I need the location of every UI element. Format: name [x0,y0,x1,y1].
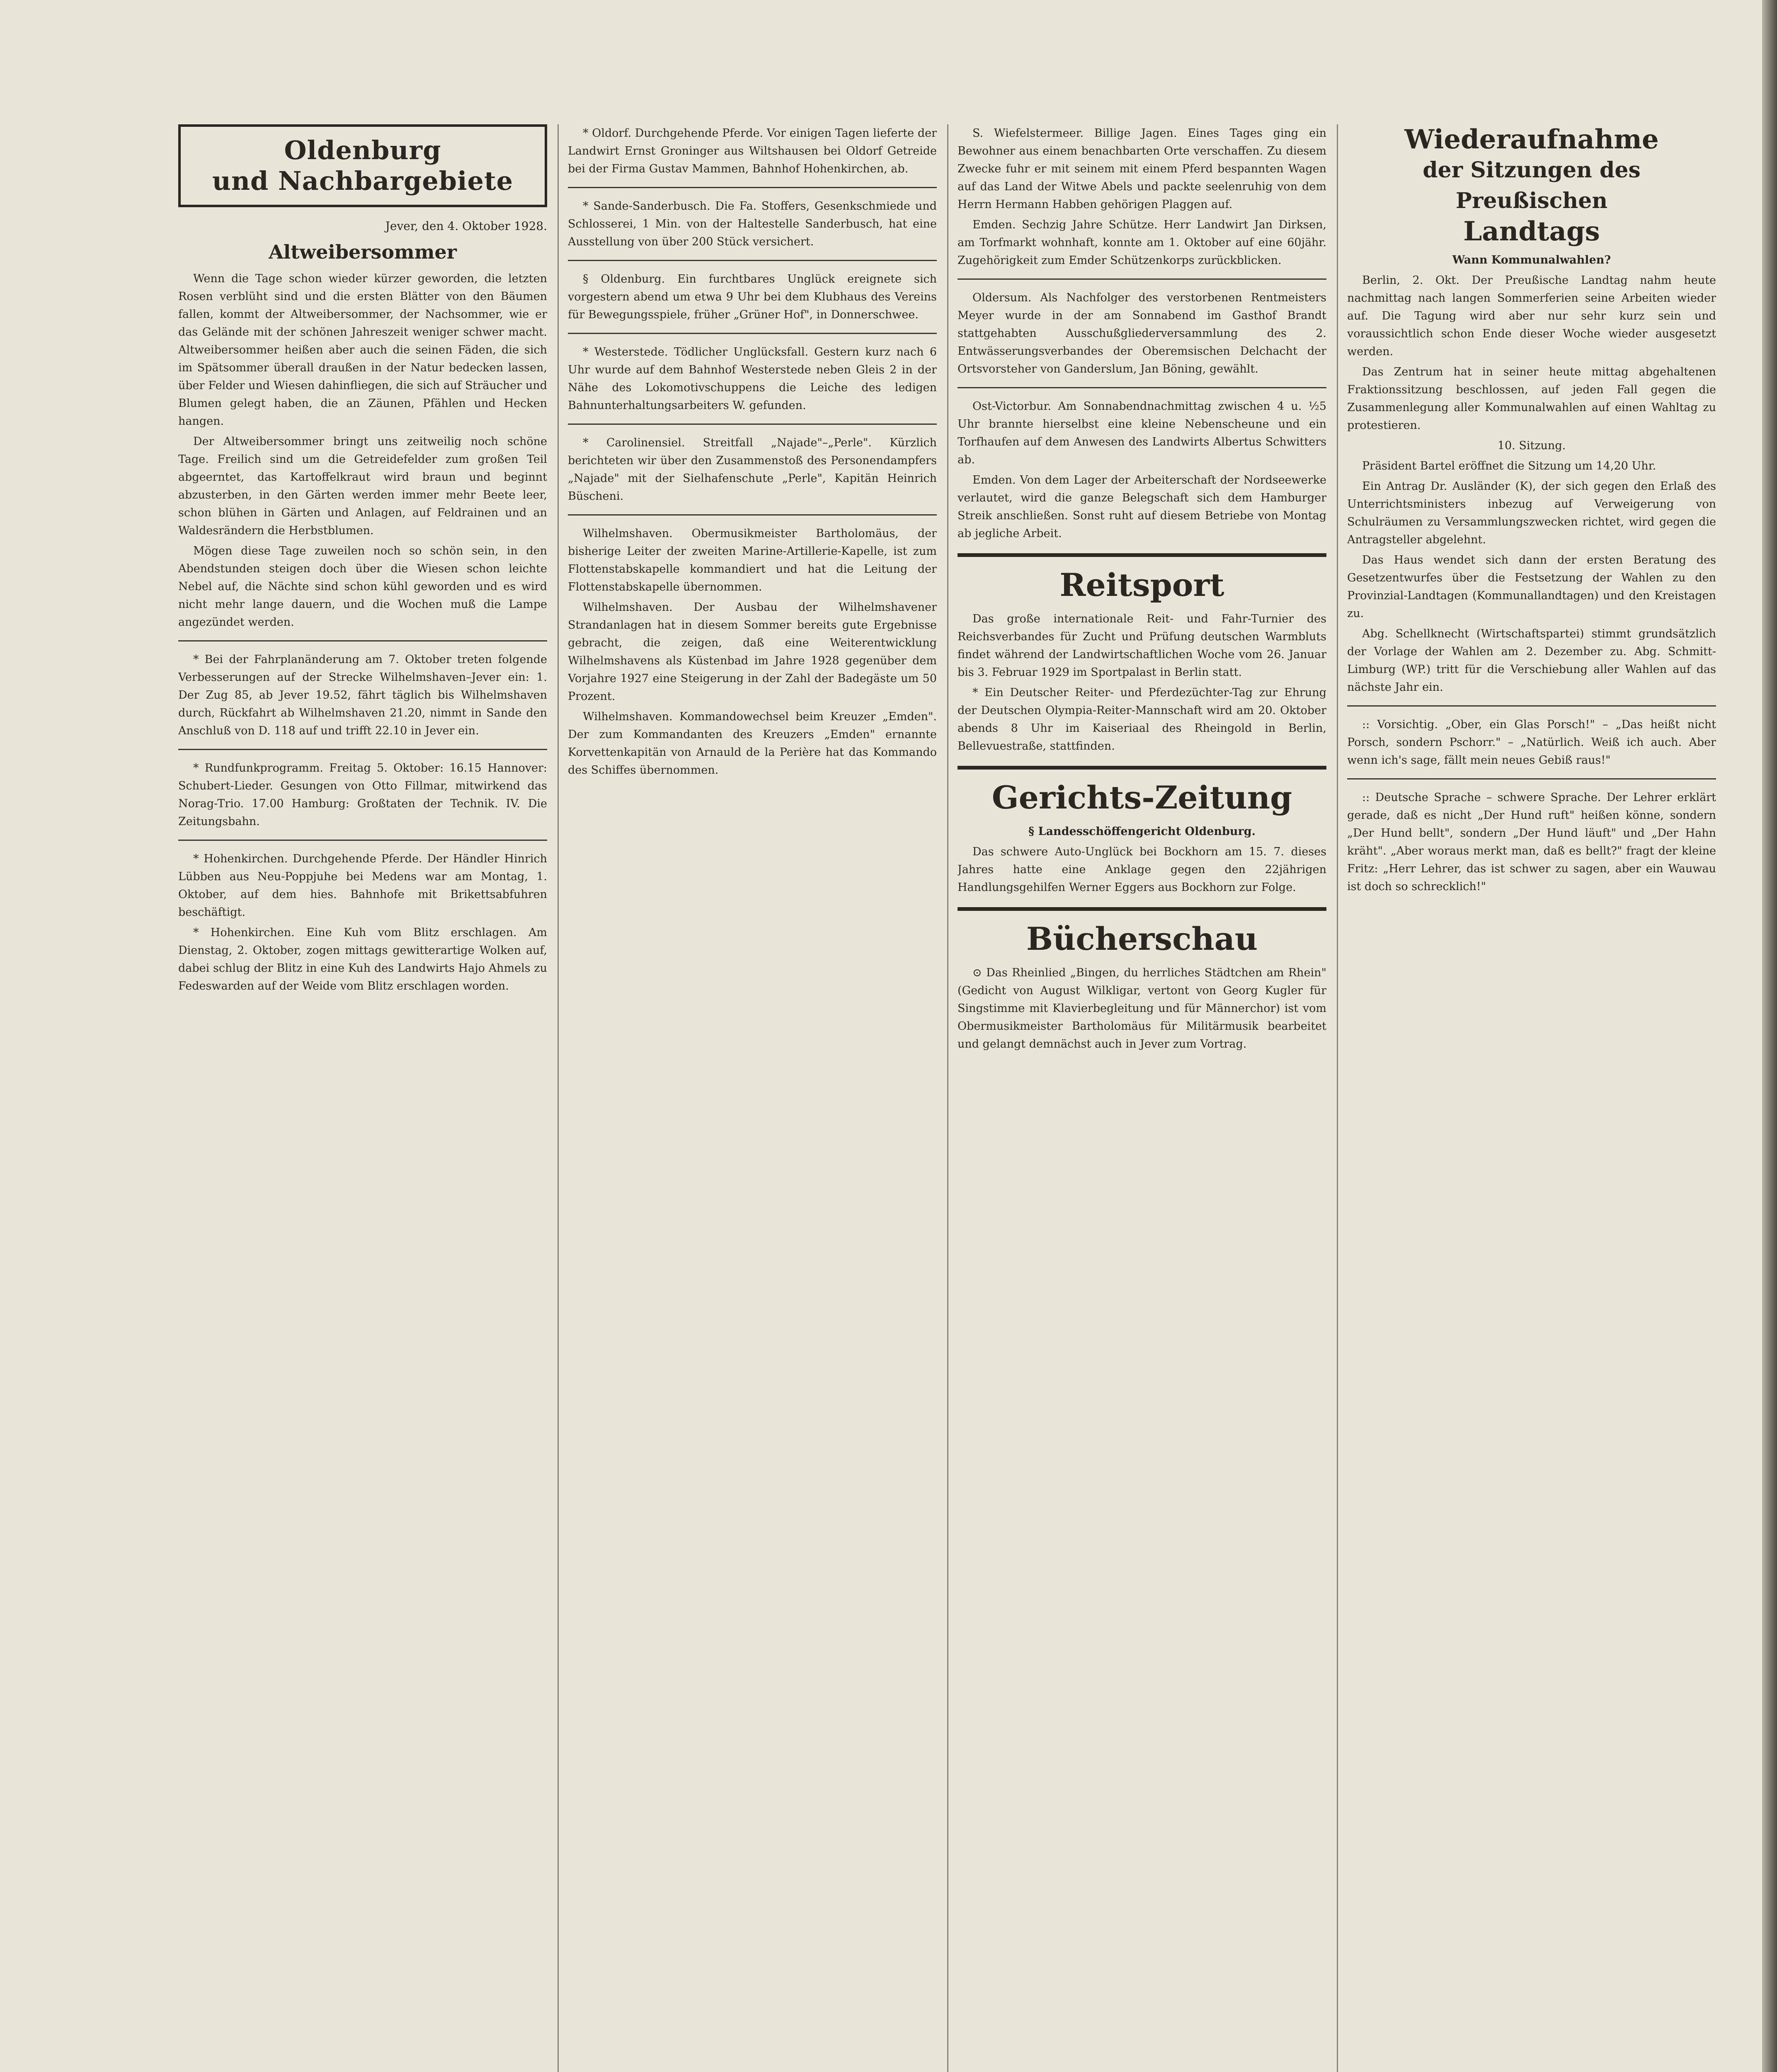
column-3 [958,124,1326,2072]
article-paragraph: Mögen diese Tage zuweilen noch so schön sein, in den Abendstunden steigen doch über die Wiesen schon leichte Nebel auf, die Nächte sind schon kühl geworden und es wird nicht mehr lange dauern, und die Wochen muß die Lampe angezündet werden. [178,545,547,629]
article-paragraph: Wilhelmshaven. Obermusikmeister Bartholomäus, der bisherige Leiter der zweiten Marine-Artillerie-Kapelle, ist zum Flottenstabskapelle kommandiert und hat die Leitung der Flottenstabskapelle übernommen. [568,527,937,593]
article-paragraph: Das große internationale Reit- und Fahr-Turnier des Reichsverbandes für Zucht und Prüfung deutschen Warmbluts findet während der Landwirtschaftlichen Woche vom 26. Januar bis 3. Februar 1929 im Sportpalast in Berlin statt. [958,612,1326,679]
section-title-line: Oldenburg [284,135,441,165]
column-4 [1347,124,1716,2072]
divider [568,333,937,334]
column-2 [568,124,937,2072]
section-title-line: und Nachbargebiete [212,166,514,196]
article-paragraph: Oldersum. Als Nachfolger des verstorbenen Rentmeisters Meyer wurde in der am Sonnabend im Gasthof Brandt stattgehabten Ausschußgliederversammlung des 2. Entwässerungsverbandes der Oberemsischen Delchacht der Ortsvorsteher von Ganderslum, Jan Böning, gewählt. [958,291,1326,375]
divider [178,640,547,641]
section-title: Gerichts-Zeitung [992,779,1292,816]
dateline: Jever, den 4. Oktober 1928. [385,219,547,233]
article-paragraph: * Rundfunkprogramm. Freitag 5. Oktober: 16.15 Hannover: Schubert-Lieder. Gesungen von Otto Fillmar, mitwirkend das Norag-Trio. 17.00 Hamburg: Großtaten der Technik. IV. Die Zeitungsbahn. [178,762,547,828]
article-paragraph: Berlin, 2. Okt. Der Preußische Landtag nahm heute nachmittag nach langen Sommerferien seine Arbeiten wieder auf. Die Tagung wird aber nur sehr kurz sein und voraussichtlich schon Ende dieser Woche wieder ausgesetzt werden. [1347,274,1716,358]
article-paragraph: * Oldorf. Durchgehende Pferde. Vor einigen Tagen lieferte der Landwirt Ernst Groninger aus Wiltshausen bei Oldorf Getreide bei der Firma Gustav Mammen, Bahnhof Hohenkirchen, ab. [568,127,937,175]
section-title: Bücherschau [1026,920,1258,957]
article-paragraph: S. Wiefelstermeer. Billige Jagen. Eines Tages ging ein Bewohner aus einem benachbarten Orte verschaffen. Zu diesem Zwecke fuhr er mit seinem mit einem Pferd bespannten Wagen auf das Land der Witwe Abels und packte seelenruhig von dem Herrn Hermann Habben gehörigen Plaggen auf. [958,127,1326,211]
article-paragraph: Abg. Schellknecht (Wirtschaftspartei) stimmt grundsätzlich der Vorlage der Wahlen am 2. Dezember zu. Abg. Schmitt-Limburg (WP.) tritt für die Verschiebung aller Wahlen auf das nächste Jahr ein. [1347,627,1716,694]
article-paragraph: Emden. Von dem Lager der Arbeiterschaft der Nordseewerke verlautet, wird die ganze Belegschaft sich dem Hamburger Streik anschließen. Sonst ruht auf diesem Betriebe von Montag ab jegliche Arbeit. [958,474,1326,540]
joke-paragraph: :: Vorsichtig. „Ober, ein Glas Porsch!" – „Das heißt nicht Porsch, sondern Pschorr." – „Natürlich. Weiß ich auch. Aber wenn ich's sage, fällt mein neues Gebiß raus!" [1347,718,1716,767]
session-label: 10. Sitzung. [1497,439,1566,452]
article-title: Altweibersommer [269,241,457,263]
article-paragraph: Wenn die Tage schon wieder kürzer geworden, die letzten Rosen verblüht sind und die ersten Blätter von den Bäumen fallen, kommt der Altweibersommer, der Nachsommer, wie er das Gelände mit der schönen Jahreszeit weniger schwer macht. Altweibersommer heißen aber auch die seinen Fäden, die sich im Spätsommer überall draußen in der Natur bedecken lassen, über Felder und Wiesen dahinfliegen, die sich auf Sträucher und Blumen gelegt haben, die an Zäunen, Pfählen und Hecken hangen. [178,272,547,428]
divider [568,514,937,516]
column-1 [178,124,547,2072]
article-paragraph: Präsident Bartel eröffnet die Sitzung um 14,20 Uhr. [1362,460,1656,472]
article-paragraph: * Ein Deutscher Reiter- und Pferdezüchter-Tag zur Ehrung der Deutschen Olympia-Reiter-Mannschaft wird am 20. Oktober abends 8 Uhr im Kaiseriaal des Rheingold in Berlin, Bellevuestraße, stattfinden. [958,686,1326,753]
divider [568,260,937,261]
headline [1347,124,1716,247]
page-binding-shadow [1762,0,1777,2072]
divider [178,840,547,841]
article-paragraph: * Hohenkirchen. Eine Kuh vom Blitz erschlagen. Am Dienstag, 2. Oktober, zogen mittags gewitterartige Wolken auf, dabei schlug der Blitz in eine Kuh des Landwirts Hajo Ahmels zu Fedeswarden auf der Weide vom Blitz erschlagen worden. [178,926,547,992]
section-title-box [178,124,547,207]
divider [1347,778,1716,779]
article-paragraph: ⊙ Das Rheinlied „Bingen, du herrliches Städtchen am Rhein" (Gedicht von August Wilkligar, vertont von Georg Kugler für Singstimme mit Klavierbegleitung und für Männerchor) ist vom Obermusikmeister Bartholomäus für Militärmusik bearbeitet und gelangt demnächst auch in Jever zum Vortrag. [958,966,1326,1051]
article-paragraph: Wilhelmshaven. Der Ausbau der Wilhelmshavener Strandanlagen hat in diesem Sommer bereits gute Ergebnisse gebracht, die zeigen, daß eine Weiterentwicklung Wilhelmshavens als Küstenbad im Jahre 1928 gegenüber dem Vorjahre 1927 eine Steigerung in der Zahl der Badegäste um 50 Prozent. [568,601,937,703]
divider [958,387,1326,388]
article-paragraph: * Bei der Fahrplanänderung am 7. Oktober treten folgende Verbesserungen auf der Strecke Wilhelmshaven–Jever ein: 1. Der Zug 85, ab Jever 19.52, fährt täglich bis Wilhelmshaven durch, Rückfahrt ab Wilhelmshaven 21.20, nimmt in Sande den Anschluß von D. 118 auf und trifft 22.10 in Jever ein. [178,653,547,737]
article-paragraph: * Carolinensiel. Streitfall „Najade"–„Perle". Kürzlich berichteten wir über den Zusammenstoß des Personendampfers „Najade" mit der Sielhafenschute „Perle", Kapitän Heinrich Büscheni. [568,436,937,503]
column-rule [947,124,948,2072]
section-divider [958,553,1326,557]
article-subhead: § Landesschöffengericht Oldenburg. [1028,825,1256,838]
article-paragraph: Der Altweibersommer bringt uns zeitweilig noch schöne Tage. Freilich sind um die Getreidefelder zum großen Teil abgeerntet, das Kartoffelkraut wird braun und beginnt abzusterben, in den Gärten werden immer mehr Beete leer, schon blühen in Gärten und Anlagen, auf Feldrainen und an Waldesrändern die Herbstblumen. [178,435,547,537]
article-paragraph: § Oldenburg. Ein furchtbares Unglück ereignete sich vorgestern abend um etwa 9 Uhr bei dem Klubhaus des Vereins für Bewegungsspiele, früher „Grüner Hof", in Donnerschwee. [568,273,937,321]
article-paragraph: * Hohenkirchen. Durchgehende Pferde. Der Händler Hinrich Lübben aus Neu-Poppjuhe bei Medens war am Montag, 1. Oktober, auf dem hies. Bahnhofe mit Brikettsabfuhren beschäftigt. [178,852,547,919]
article-paragraph: Ein Antrag Dr. Ausländer (K), der sich gegen den Erlaß des Unterrichtsministers inbezug auf Verweigerung von Schulräumen zu Versammlungszwecken richtet, wird gegen die Antragsteller abgelehnt. [1347,480,1716,546]
section-divider [958,907,1326,911]
divider [568,187,937,188]
divider [568,424,937,425]
headline-subtitle: Wann Kommunalwahlen? [1452,254,1611,266]
column-rule [558,124,559,2072]
joke-paragraph: :: Deutsche Sprache – schwere Sprache. Der Lehrer erklärt gerade, daß es nicht „Der Hund ruft" heißen könne, sondern „Der Hund bellt", sondern „Der Hund läuft" und „Der Hahn kräht". „Aber woraus merkt man, daß es bellt?" fragt der kleine Fritz: „Herr Lehrer, das ist schwer zu sagen, aber ein Wauwau ist doch so schrecklich!" [1347,791,1716,893]
divider [178,749,547,750]
article-paragraph: * Sande-Sanderbusch. Die Fa. Stoffers, Gesenkschmiede und Schlosserei, 1 Min. von der Haltestelle Sanderbusch, hat eine Ausstellung von über 200 Stück versichert. [568,200,937,248]
article-paragraph: Das Haus wendet sich dann der ersten Beratung des Gesetzentwurfes über die Festsetzung der Wahlen zu den Provinzial-Landtagen (Kommunallandtagen) und den Kreistagen zu. [1347,554,1716,620]
section-divider [958,766,1326,770]
article-paragraph: Wilhelmshaven. Kommandowechsel beim Kreuzer „Emden". Der zum Kommandanten des Kreuzers „Emden" ernannte Korvettenkapitän von Arnauld de la Perière hat das Kommando des Schiffes übernommen. [568,710,937,777]
article-paragraph: Emden. Sechzig Jahre Schütze. Herr Landwirt Jan Dirksen, am Torfmarkt wohnhaft, konnte am 1. Oktober auf eine 60jähr. Zugehörigkeit zum Emder Schützenkorps zurückblicken. [958,218,1326,267]
article-paragraph: Das schwere Auto-Unglück bei Bockhorn am 15. 7. dieses Jahres hatte eine Anklage gegen den 22jährigen Handlungsgehilfen Werner Eggers aus Bockhorn zur Folge. [958,845,1326,894]
divider [1347,705,1716,707]
section-title: Reitsport [1059,566,1224,603]
divider [958,278,1326,280]
headline-line: Landtags [1463,216,1600,247]
article-paragraph: Das Zentrum hat in seiner heute mittag abgehaltenen Fraktionssitzung beschlossen, auf jeden Fall gegen die Zusammenlegung aller Kommunalwahlen auf einen Wahltag zu protestieren. [1347,366,1716,432]
article-paragraph: Ost-Victorbur. Am Sonnabendnachmittag zwischen 4 u. ½5 Uhr brannte hierselbst eine kleine Nebenscheune und ein Torfhaufen auf dem Anwesen des Landwirts Albertus Schwitters ab. [958,400,1326,466]
headline-line: Wiederaufnahme [1404,124,1659,155]
column-rule [1337,124,1338,2072]
article-paragraph: * Westerstede. Tödlicher Unglücksfall. Gestern kurz nach 6 Uhr wurde auf dem Bahnhof Westerstede neben Gleis 2 in der Nähe des Lokomotivschuppens die Leiche des ledigen Bahnunterhaltungsarbeiters W. gefunden. [568,346,937,412]
headline-line: der Sitzungen des Preußischen [1423,157,1641,213]
